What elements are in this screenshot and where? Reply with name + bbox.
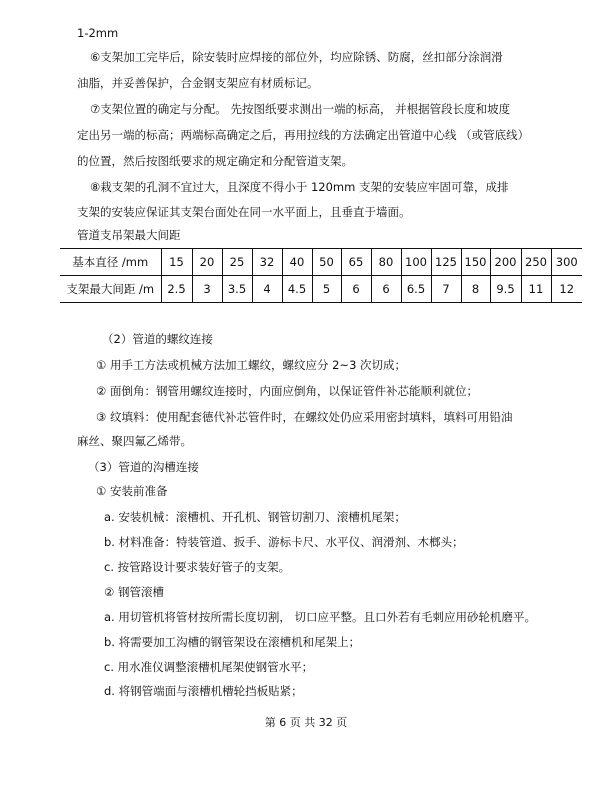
list-item-continuation: 麻丝、聚四氟乙烯带。	[77, 434, 192, 448]
table-cell: 65	[341, 249, 371, 276]
table-cell: 9.5	[490, 276, 521, 303]
row-header: 支架最大间距 /m	[60, 276, 161, 303]
list-item: c. 按管路设计要求装好管子的支架。	[104, 560, 291, 574]
table-cell: 6	[371, 276, 401, 303]
fragment-line: 1-2mm	[77, 26, 119, 40]
table-caption: 管道支吊架最大间距	[77, 228, 181, 242]
table-row	[60, 249, 582, 276]
table-cell: 3.5	[222, 276, 252, 303]
table-cell: 250	[521, 249, 551, 276]
list-item: ② 面倒角：钢管用螺纹连接时，内面应倒角，以保证管件补芯能顺利就位；	[96, 384, 478, 398]
row-header: 基本直径 /mm	[60, 249, 161, 276]
list-item: d. 将钢管端面与滚槽机槽轮挡板贴紧；	[104, 684, 303, 698]
table-cell: 32	[252, 249, 282, 276]
paragraph-line: ⑧栽支架的孔洞不宜过大，且深度不得小于 120mm 支架的安装应牢固可靠，成排	[90, 180, 509, 194]
list-item: b. 材料准备：特装管道、扳手、游标卡尺、水平仪、润滑剂、木榔头；	[104, 535, 464, 549]
table-cell: 150	[461, 249, 490, 276]
table-cell: 15	[161, 249, 192, 276]
section-heading: （3）管道的沟槽连接	[88, 460, 199, 474]
support-spacing-table	[60, 248, 582, 303]
list-item: a. 用切管机将管材按所需长度切割， 切口应平整。且口外若有毛刺应用砂轮机磨平。	[104, 610, 537, 624]
table-cell: 50	[312, 249, 341, 276]
table-cell: 3	[192, 276, 222, 303]
table-cell: 40	[282, 249, 312, 276]
list-item: ① 用手工方法或机械方法加工螺纹，螺纹应分 2~3 次切成；	[96, 358, 407, 372]
table-row	[60, 276, 582, 303]
paragraph-line: 油脂，并妥善保护，合金钢支架应有材质标记。	[77, 76, 319, 90]
table-cell: 100	[401, 249, 431, 276]
paragraph-line: 的位置，然后按图纸要求的规定确定和分配管道支架。	[77, 154, 353, 168]
table-cell: 20	[192, 249, 222, 276]
page-number-footer: 第 6 页 共 32 页	[264, 716, 348, 729]
list-item: b. 将需要加工沟槽的钢管架设在滚槽机和尾架上；	[104, 635, 361, 649]
table-cell: 2.5	[161, 276, 192, 303]
subsection-heading: ② 钢管滚槽	[104, 585, 164, 599]
table-cell: 4	[252, 276, 282, 303]
table-cell: 6	[341, 276, 371, 303]
table-cell: 25	[222, 249, 252, 276]
table-cell: 12	[551, 276, 582, 303]
table-cell: 8	[461, 276, 490, 303]
table-cell: 4.5	[282, 276, 312, 303]
table-cell: 125	[431, 249, 461, 276]
table-cell: 300	[551, 249, 582, 276]
paragraph-line: 定出另一端的标高；两端标高确定之后，再用拉线的方法确定出管道中心线 （或管底线）	[77, 128, 530, 142]
list-item: a. 安装机械：滚槽机、开孔机、钢管切割刀、滚槽机尾架；	[104, 510, 406, 524]
paragraph-line: ⑦支架位置的确定与分配。 先按图纸要求测出一端的标高， 并根据管段长度和坡度	[90, 102, 511, 116]
list-item: c. 用水准仪调整滚槽机尾架使钢管水平；	[104, 660, 314, 674]
table-cell: 6.5	[401, 276, 431, 303]
table-cell: 11	[521, 276, 551, 303]
subsection-heading: ① 安装前准备	[96, 484, 168, 498]
list-item: ③ 纹填料：使用配套德代补芯管件时，在螺纹处仍应采用密封填料，填料可用铅油	[96, 410, 513, 424]
table-cell: 5	[312, 276, 341, 303]
paragraph-line: ⑥支架加工完毕后，除安装时应焊接的部位外，均应除锈、防腐，丝扣部分涂润滑	[90, 50, 503, 64]
paragraph-line: 支架的安装应保证其支架台面处在同一水平面上，且垂直于墙面。	[77, 205, 411, 219]
section-heading: （2）管道的螺纹连接	[102, 332, 213, 346]
table-cell: 7	[431, 276, 461, 303]
table-cell: 200	[490, 249, 521, 276]
table-cell: 80	[371, 249, 401, 276]
